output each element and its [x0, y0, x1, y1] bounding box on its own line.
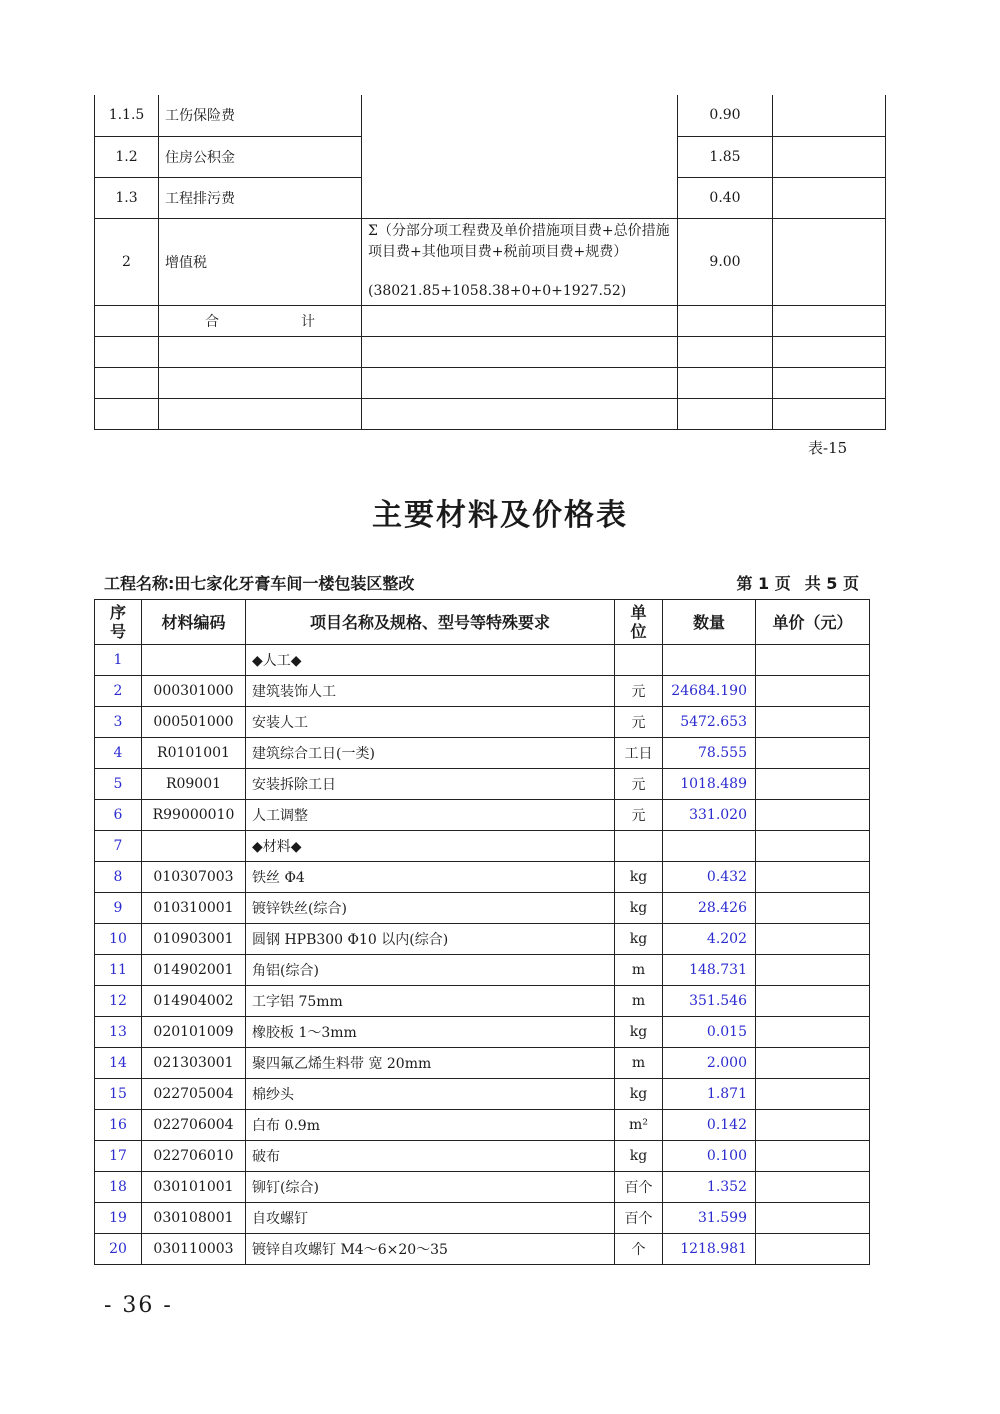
row-seq: 7	[95, 831, 142, 862]
table-row	[95, 738, 870, 769]
fee-seq: 1.3	[95, 177, 159, 218]
row-unit: kg	[615, 1141, 663, 1172]
row-unit	[615, 645, 663, 676]
fee-total-label: 合计	[159, 305, 362, 336]
row-code: 021303001	[142, 1048, 246, 1079]
fee-empty-row	[95, 398, 886, 429]
row-qty: 31.599	[663, 1203, 756, 1234]
row-name: 铆钉(综合)	[246, 1172, 615, 1203]
row-name: 镀锌自攻螺钉 M4～6×20～35	[246, 1234, 615, 1265]
table-row	[95, 986, 870, 1017]
fee-basis	[362, 218, 678, 305]
row-seq: 8	[95, 862, 142, 893]
row-seq: 16	[95, 1110, 142, 1141]
table-row	[95, 645, 870, 676]
row-code: R99000010	[142, 800, 246, 831]
row-name: 聚四氟乙烯生料带 宽 20mm	[246, 1048, 615, 1079]
row-price	[756, 986, 870, 1017]
page-indicator	[722, 571, 859, 594]
table-row	[95, 707, 870, 738]
table-row	[95, 676, 870, 707]
row-qty: 0.432	[663, 862, 756, 893]
row-name: 安装人工	[246, 707, 615, 738]
row-unit: m	[615, 1048, 663, 1079]
row-qty: 351.546	[663, 986, 756, 1017]
table-row	[95, 831, 870, 862]
row-name: 建筑装饰人工	[246, 676, 615, 707]
row-name: 镀锌铁丝(综合)	[246, 893, 615, 924]
row-qty	[663, 645, 756, 676]
table-row	[95, 893, 870, 924]
row-seq: 3	[95, 707, 142, 738]
row-name: 自攻螺钉	[246, 1203, 615, 1234]
fee-row	[95, 95, 886, 136]
row-price	[756, 924, 870, 955]
page-total: 共 5 页	[804, 574, 859, 593]
row-price	[756, 831, 870, 862]
row-qty: 5472.653	[663, 707, 756, 738]
table-row	[95, 1234, 870, 1265]
row-seq: 4	[95, 738, 142, 769]
row-price	[756, 738, 870, 769]
page-title: 主要材料及价格表	[372, 498, 628, 533]
row-seq: 5	[95, 769, 142, 800]
table-row	[95, 1048, 870, 1079]
row-unit: m²	[615, 1110, 663, 1141]
table-row	[95, 1017, 870, 1048]
table-row	[95, 1110, 870, 1141]
fee-rate: 0.90	[678, 95, 773, 136]
page-number: - 36 -	[104, 1293, 173, 1318]
row-unit: 元	[615, 800, 663, 831]
row-name: 人工调整	[246, 800, 615, 831]
row-price	[756, 1141, 870, 1172]
row-qty: 1018.489	[663, 769, 756, 800]
row-unit: 个	[615, 1234, 663, 1265]
row-qty	[663, 831, 756, 862]
fee-empty-row	[95, 367, 886, 398]
row-name: 角铝(综合)	[246, 955, 615, 986]
fee-name: 工伤保险费	[159, 95, 362, 136]
fee-name: 住房公积金	[159, 136, 362, 177]
row-unit: 百个	[615, 1172, 663, 1203]
row-name: ◆材料◆	[246, 831, 615, 862]
row-name: 铁丝 Φ4	[246, 862, 615, 893]
fee-rate: 1.85	[678, 136, 773, 177]
row-name: 圆钢 HPB300 Φ10 以内(综合)	[246, 924, 615, 955]
row-qty: 78.555	[663, 738, 756, 769]
row-seq: 2	[95, 676, 142, 707]
row-qty: 4.202	[663, 924, 756, 955]
row-name: 工字铝 75mm	[246, 986, 615, 1017]
row-seq: 12	[95, 986, 142, 1017]
row-unit: kg	[615, 924, 663, 955]
row-unit: kg	[615, 1079, 663, 1110]
fee-total-row	[95, 305, 886, 336]
table-row	[95, 769, 870, 800]
fee-seq: 1.2	[95, 136, 159, 177]
row-unit: 工日	[615, 738, 663, 769]
project-name: 工程名称:田七家化牙膏车间一楼包装区整改	[104, 574, 415, 593]
fee-basis-text: Σ（分部分项工程费及单价措施项目费+总价措施项目费+其他项目费+税前项目费+规费）	[368, 222, 670, 260]
row-price	[756, 1017, 870, 1048]
row-qty: 331.020	[663, 800, 756, 831]
table-row	[95, 862, 870, 893]
row-unit: 元	[615, 676, 663, 707]
row-qty: 1218.981	[663, 1234, 756, 1265]
row-seq: 19	[95, 1203, 142, 1234]
header-seq: 序号	[95, 600, 142, 645]
row-unit: m	[615, 955, 663, 986]
fee-seq: 1.1.5	[95, 95, 159, 136]
row-code: 030110003	[142, 1234, 246, 1265]
row-unit: kg	[615, 862, 663, 893]
table-row	[95, 924, 870, 955]
row-seq: 13	[95, 1017, 142, 1048]
row-price	[756, 893, 870, 924]
row-code: 014904002	[142, 986, 246, 1017]
fee-empty-row	[95, 336, 886, 367]
header-unit: 单位	[615, 600, 663, 645]
row-price	[756, 955, 870, 986]
fee-seq: 2	[95, 218, 159, 305]
row-name: 白布 0.9m	[246, 1110, 615, 1141]
row-qty: 1.352	[663, 1172, 756, 1203]
row-seq: 11	[95, 955, 142, 986]
row-seq: 15	[95, 1079, 142, 1110]
row-code: 020101009	[142, 1017, 246, 1048]
row-name: 安装拆除工日	[246, 769, 615, 800]
table-row	[95, 1172, 870, 1203]
row-unit: m	[615, 986, 663, 1017]
row-seq: 6	[95, 800, 142, 831]
row-qty: 24684.190	[663, 676, 756, 707]
materials-header-row	[95, 600, 870, 645]
fee-row	[95, 218, 886, 305]
row-unit: kg	[615, 893, 663, 924]
fee-amount	[773, 136, 886, 177]
row-qty: 0.100	[663, 1141, 756, 1172]
row-seq: 14	[95, 1048, 142, 1079]
row-code: R0101001	[142, 738, 246, 769]
row-unit: 元	[615, 769, 663, 800]
row-qty: 148.731	[663, 955, 756, 986]
row-code: 010903001	[142, 924, 246, 955]
row-price	[756, 1203, 870, 1234]
row-code	[142, 645, 246, 676]
fee-basis-empty	[362, 95, 678, 218]
fee-basis-expression: (38021.85+1058.38+0+0+1927.52)	[368, 282, 627, 299]
table-row	[95, 800, 870, 831]
fee-amount	[773, 218, 886, 305]
materials-body	[95, 645, 870, 1265]
row-name: ◆人工◆	[246, 645, 615, 676]
row-price	[756, 645, 870, 676]
row-seq: 1	[95, 645, 142, 676]
fee-name: 工程排污费	[159, 177, 362, 218]
row-price	[756, 800, 870, 831]
row-seq: 17	[95, 1141, 142, 1172]
row-name: 破布	[246, 1141, 615, 1172]
row-code: 014902001	[142, 955, 246, 986]
row-code: 010310001	[142, 893, 246, 924]
fee-amount	[773, 177, 886, 218]
row-qty: 0.142	[663, 1110, 756, 1141]
row-code: 022706010	[142, 1141, 246, 1172]
table-row	[95, 1141, 870, 1172]
row-seq: 9	[95, 893, 142, 924]
header-qty: 数量	[663, 600, 756, 645]
row-name: 橡胶板 1～3mm	[246, 1017, 615, 1048]
row-price	[756, 862, 870, 893]
fee-amount	[773, 95, 886, 136]
row-unit: 百个	[615, 1203, 663, 1234]
row-price	[756, 1110, 870, 1141]
row-code: 010307003	[142, 862, 246, 893]
row-qty: 2.000	[663, 1048, 756, 1079]
table-tag: 表-15	[808, 439, 848, 457]
table-row	[95, 955, 870, 986]
fee-rate: 9.00	[678, 218, 773, 305]
table-row	[95, 1079, 870, 1110]
row-code: 000301000	[142, 676, 246, 707]
row-unit: 元	[615, 707, 663, 738]
page-current: 第 1 页	[736, 574, 791, 593]
fee-table	[94, 95, 886, 430]
row-price	[756, 676, 870, 707]
row-code	[142, 831, 246, 862]
materials-table	[94, 599, 870, 1265]
row-price	[756, 769, 870, 800]
row-code: 022705004	[142, 1079, 246, 1110]
fee-rate: 0.40	[678, 177, 773, 218]
row-code: R09001	[142, 769, 246, 800]
row-price	[756, 1079, 870, 1110]
row-seq: 20	[95, 1234, 142, 1265]
row-qty: 0.015	[663, 1017, 756, 1048]
header-price: 单价（元）	[756, 600, 870, 645]
table-row	[95, 1203, 870, 1234]
row-name: 棉纱头	[246, 1079, 615, 1110]
row-seq: 10	[95, 924, 142, 955]
row-code: 022706004	[142, 1110, 246, 1141]
row-qty: 28.426	[663, 893, 756, 924]
header-name: 项目名称及规格、型号等特殊要求	[246, 600, 615, 645]
row-seq: 18	[95, 1172, 142, 1203]
row-unit: kg	[615, 1017, 663, 1048]
row-qty: 1.871	[663, 1079, 756, 1110]
row-name: 建筑综合工日(一类)	[246, 738, 615, 769]
header-code: 材料编码	[142, 600, 246, 645]
row-code: 000501000	[142, 707, 246, 738]
row-price	[756, 707, 870, 738]
row-unit	[615, 831, 663, 862]
fee-name: 增值税	[159, 218, 362, 305]
row-code: 030108001	[142, 1203, 246, 1234]
row-price	[756, 1234, 870, 1265]
row-code: 030101001	[142, 1172, 246, 1203]
row-price	[756, 1048, 870, 1079]
row-price	[756, 1172, 870, 1203]
